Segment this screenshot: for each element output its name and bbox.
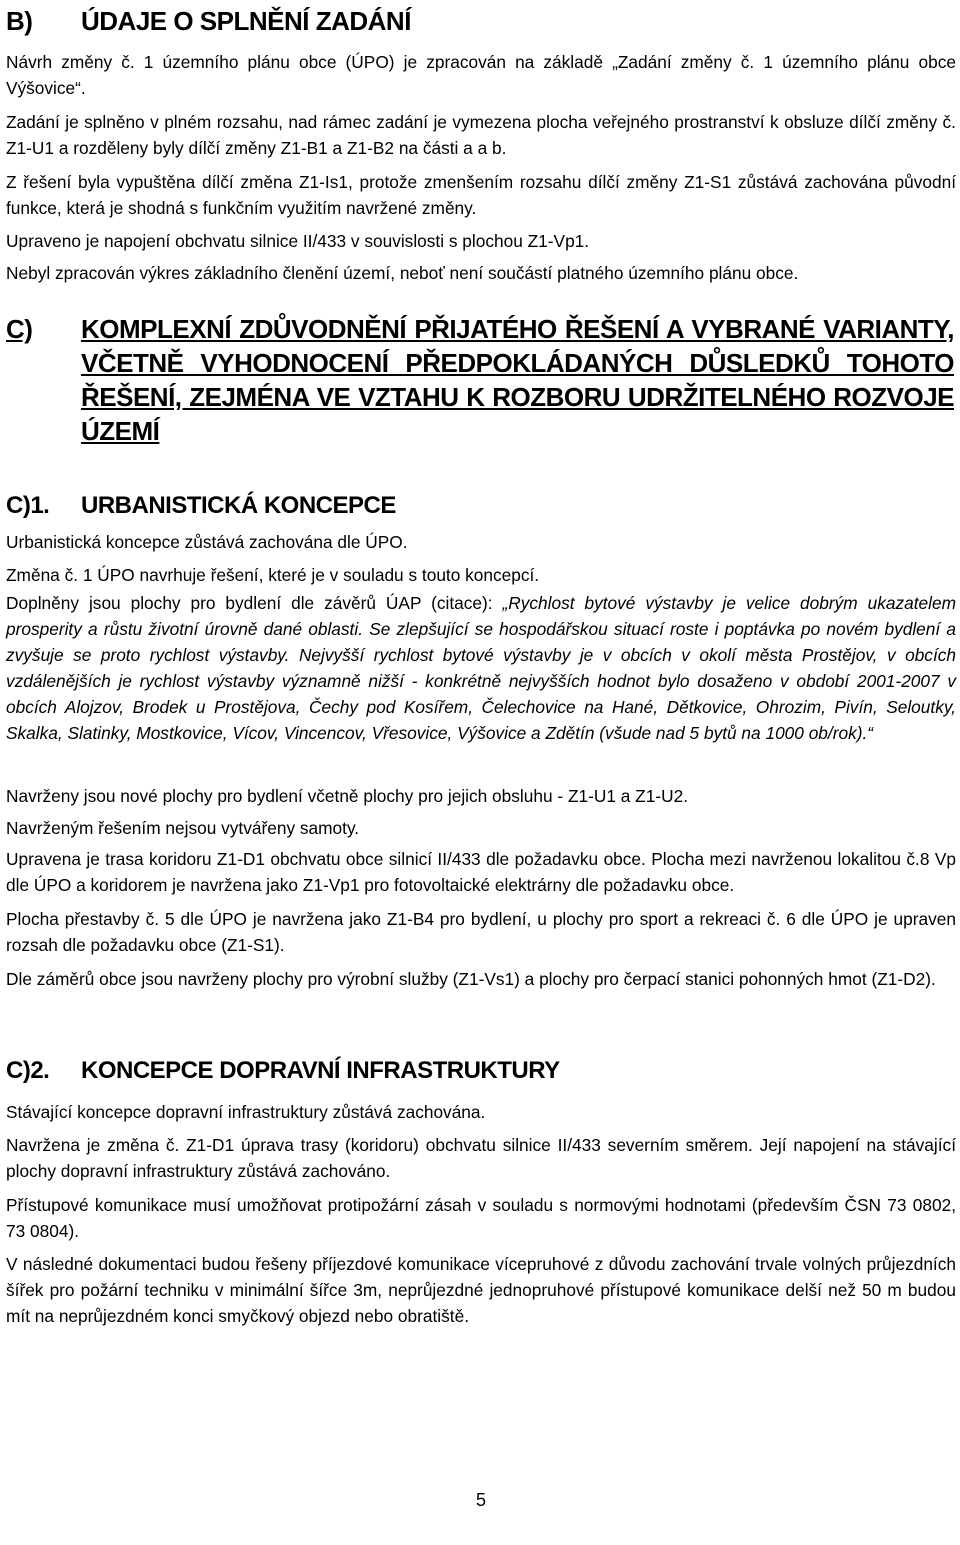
section-c1-paragraph-5: Navrženým řešením nejsou vytvářeny samoty. [6,818,360,838]
section-c1-paragraph-2: Změna č. 1 ÚPO navrhuje řešení, které je v souladu s touto koncepcí. [6,565,540,585]
section-b-paragraph-1: Návrh změny č. 1 územního plánu obce (ÚPO) je zpracován na základě „Zadání změny č. 1 územního plánu obce Výšovice“. [6,52,956,98]
section-b-heading [6,4,956,38]
section-c1-heading [6,490,956,522]
section-b-paragraph-4: Upraveno je napojení obchvatu silnice II/433 v souvislosti s plochou Z1-Vp1. [6,231,590,251]
section-b-paragraph-2: Zadání je splněno v plném rozsahu, nad rámec zadání je vymezena plocha veřejného prostranství k obsluze dílčí změny č. Z1-U1 a rozděleny byly dílčí změny Z1-B1 a Z1-B2 na části a a b. [6,112,956,158]
section-b-title: ÚDAJE O SPLNĚNÍ ZADÁNÍ [81,6,411,36]
citation-lead: Doplněny jsou plochy pro bydlení dle závěrů ÚAP (citace): [6,593,503,613]
section-c2-paragraph-2: Navržena je změna č. Z1-D1 úprava trasy (koridoru) obchvatu silnice II/433 severním směrem. Její napojení na stávající plochy dopravní infrastruktury zůstává zachováno. [6,1135,956,1181]
section-c1-title: URBANISTICKÁ KONCEPCE [81,492,396,519]
section-c1-paragraph-8: Dle záměrů obce jsou navrženy plochy pro výrobní služby (Z1-Vs1) a plochy pro čerpací stanici pohonných hmot (Z1-D2). [6,969,936,989]
section-c-number: C) [6,314,33,344]
section-c2-paragraph-4: V následné dokumentaci budou řešeny příjezdové komunikace vícepruhové z důvodu zachování trvale volných průjezdních šířek pro požární techniku v minimální šířce 3m, neprůjezdné jednopruhové přístupové komunikace delší než 50 m budou mít na neprůjezdném konci smyčkový objezd nebo obratiště. [6,1254,956,1326]
section-c1-number: C)1. [6,492,50,519]
section-c-heading [6,312,956,452]
section-c1-paragraph-1: Urbanistická koncepce zůstává zachována dle ÚPO. [6,532,408,552]
section-c1-paragraph-4: Navrženy jsou nové plochy pro bydlení včetně plochy pro jejich obsluhu - Z1-U1 a Z1-U2. [6,786,688,806]
section-b-number: B) [6,6,33,36]
section-c1-paragraph-7: Plocha přestavby č. 5 dle ÚPO je navržena jako Z1-B4 pro bydlení, u plochy pro sport a rekreaci č. 6 dle ÚPO je upraven rozsah dle požadavku obce (Z1-S1). [6,909,956,955]
section-c2-paragraph-1: Stávající koncepce dopravní infrastruktury zůstává zachována. [6,1102,486,1122]
section-c2-number: C)2. [6,1057,50,1084]
section-c2-heading [6,1055,956,1087]
section-b-paragraph-3: Z řešení byla vypuštěna dílčí změna Z1-Is1, protože zmenšením rozsahu dílčí změny Z1-S1 zůstává zachována původní funkce, která je shodná s funkčním využitím navržené změny. [6,172,956,218]
page-number: 5 [475,1490,486,1510]
section-c2-title: KONCEPCE DOPRAVNÍ INFRASTRUKTURY [81,1057,560,1084]
section-c1-paragraph-3 [6,590,956,746]
section-b-paragraph-5: Nebyl zpracován výkres základního členění území, neboť není součástí platného územního plánu obce. [6,263,799,283]
uap-citation: „Rychlost bytové výstavby je velice dobrým ukazatelem prosperity a růstu životní úrovně dané oblasti. Se zlepšující se hospodářskou situací roste i poptávka po novém bydlení a zvyšuje se proto rychlost výstavby. Nejvyšší rychlost bytové výstavby je v obcích v okolí města Prostějov, v obcích vzdálenějších je rychlost výstavby významně nižší - konkrétně nejvyšších hodnot bylo dosaženo v období 2001-2007 v obcích Alojzov, Brodek u Prostějova, Čechy pod Kosířem, Čelechovice na Hané, Dětkovice, Ohrozim, Pivín, Seloutky, Skalka, Slatinky, Mostkovice, Vícov, Vincencov, Vřesovice, Výšovice a Zdětín (všude nad 5 bytů na 1000 ob/rok).“ [6,593,956,743]
section-c2-paragraph-3: Přístupové komunikace musí umožňovat protipožární zásah v souladu s normovými hodnotami (především ČSN 73 0802, 73 0804). [6,1195,956,1241]
section-c-title: KOMPLEXNÍ ZDŮVODNĚNÍ PŘIJATÉHO ŘEŠENÍ A VYBRANÉ VARIANTY, VČETNĚ VYHODNOCENÍ PŘEDPOKLÁDANÝCH DŮSLEDKŮ TOHOTO ŘEŠENÍ, ZEJMÉNA VE VZTAHU K ROZBORU UDRŽITELNÉHO ROZVOJE ÚZEMÍ [81,314,954,446]
section-c1-paragraph-6: Upravena je trasa koridoru Z1-D1 obchvatu obce silnicí II/433 dle požadavku obce. Plocha mezi navrženou lokalitou č.8 Vp dle ÚPO a koridorem je navržena jako Z1-Vp1 pro fotovoltaické elektrárny dle požadavku obce. [6,849,956,895]
